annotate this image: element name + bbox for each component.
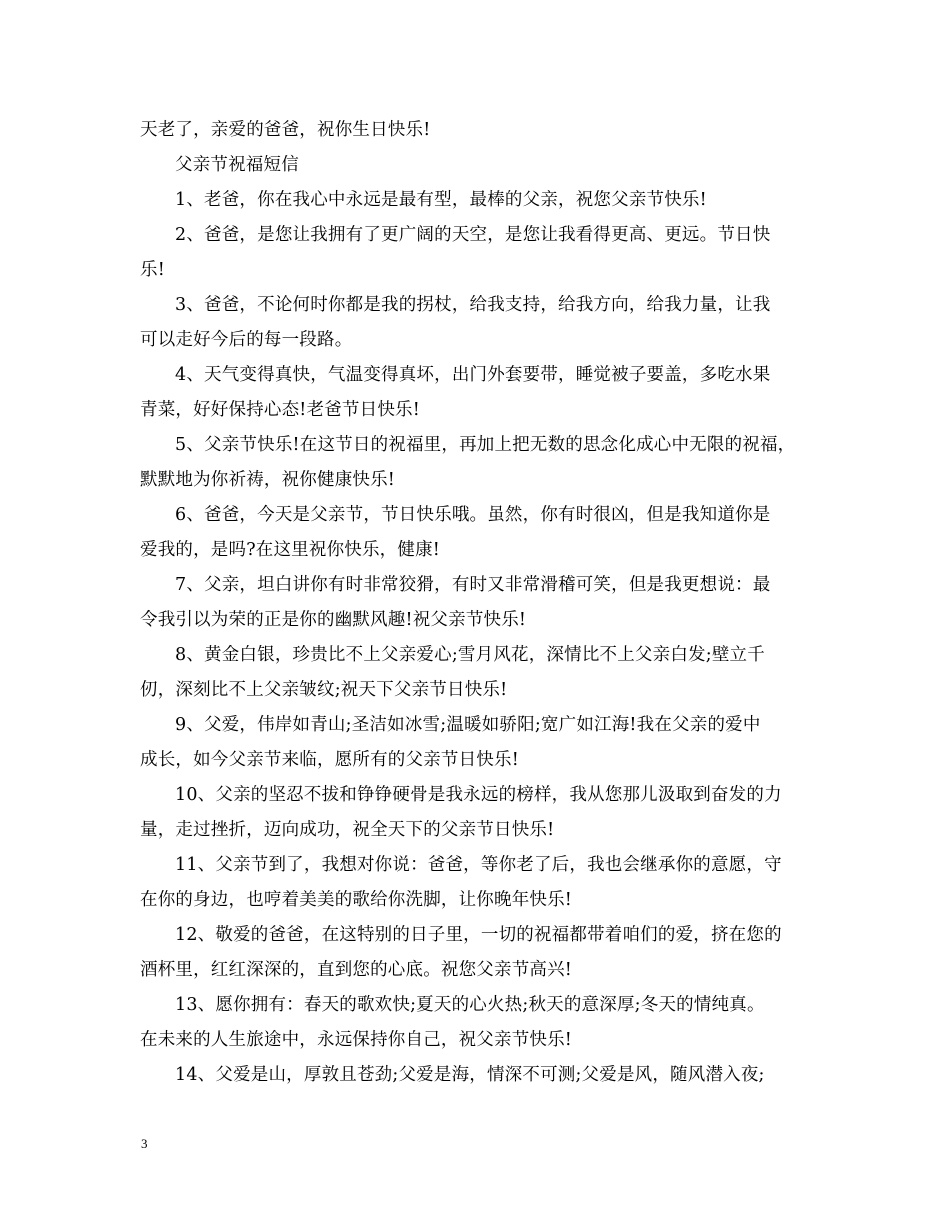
text-line: 天老了，亲爱的爸爸，祝你生日快乐! [140, 120, 431, 140]
page-number: 3 [141, 1136, 148, 1151]
text-line: 8、黄金白银，珍贵比不上父亲爱心;雪月风花，深情比不上父亲白发;壁立千 [175, 645, 765, 665]
text-line: 10、父亲的坚忍不拔和铮铮硬骨是我永远的榜样，我从您那儿汲取到奋发的力 [175, 785, 782, 805]
text-line: 乐! [140, 260, 165, 280]
text-line: 在未来的人生旅途中，永远保持你自己，祝父亲节快乐! [140, 1030, 573, 1050]
section-heading: 父亲节祝福短信 [175, 155, 299, 175]
text-line: 酒杯里，红红深深的，直到您的心底。祝您父亲节高兴! [140, 960, 573, 980]
text-line: 2、爸爸，是您让我拥有了更广阔的天空，是您让我看得更高、更远。节日快 [175, 225, 771, 245]
text-line: 成长，如今父亲节来临，愿所有的父亲节日快乐! [140, 750, 519, 770]
text-line: 1、老爸，你在我心中永远是最有型，最棒的父亲，祝您父亲节快乐! [175, 190, 707, 210]
text-line: 13、愿你拥有：春天的歌欢快;夏天的心火热;秋天的意深厚;冬天的情纯真。 [175, 995, 765, 1015]
text-line: 3、爸爸，不论何时你都是我的拐杖，给我支持，给我方向，给我力量，让我 [175, 295, 771, 315]
text-line: 爱我的，是吗?在这里祝你快乐，健康! [140, 540, 441, 560]
text-line: 可以走好今后的每一段路。 [140, 330, 353, 350]
text-line: 在你的身边，也哼着美美的歌给你洗脚，让你晚年快乐! [140, 890, 573, 910]
text-line: 11、父亲节到了，我想对你说：爸爸，等你老了后，我也会继承你的意愿，守 [175, 855, 782, 875]
text-line: 4、天气变得真快，气温变得真坏，出门外套要带，睡觉被子要盖，多吃水果 [175, 365, 771, 385]
text-line: 7、父亲，坦白讲你有时非常狡猾，有时又非常滑稽可笑，但是我更想说：最 [175, 575, 771, 595]
text-line: 12、敬爱的爸爸，在这特别的日子里，一切的祝福都带着咱们的爱，挤在您的 [175, 925, 782, 945]
text-line: 令我引以为荣的正是你的幽默风趣!祝父亲节快乐! [140, 610, 527, 630]
text-line: 青菜，好好保持心态!老爸节日快乐! [140, 400, 420, 420]
text-line: 5、父亲节快乐!在这节日的祝福里，再加上把无数的思念化成心中无限的祝福， [175, 435, 796, 455]
text-line: 仞，深刻比不上父亲皱纹;祝天下父亲节日快乐! [140, 680, 508, 700]
text-line: 14、父爱是山，厚敦且苍劲;父爱是海，情深不可测;父爱是风，随风潜入夜; [175, 1065, 765, 1085]
text-line: 9、父爱，伟岸如青山;圣洁如冰雪;温暖如骄阳;宽广如江海!我在父亲的爱中 [175, 715, 761, 735]
text-line: 量，走过挫折，迈向成功，祝全天下的父亲节日快乐! [140, 820, 555, 840]
text-line: 6、爸爸，今天是父亲节，节日快乐哦。虽然，你有时很凶，但是我知道你是 [175, 505, 771, 525]
text-line: 默默地为你祈祷，祝你健康快乐! [140, 470, 396, 490]
